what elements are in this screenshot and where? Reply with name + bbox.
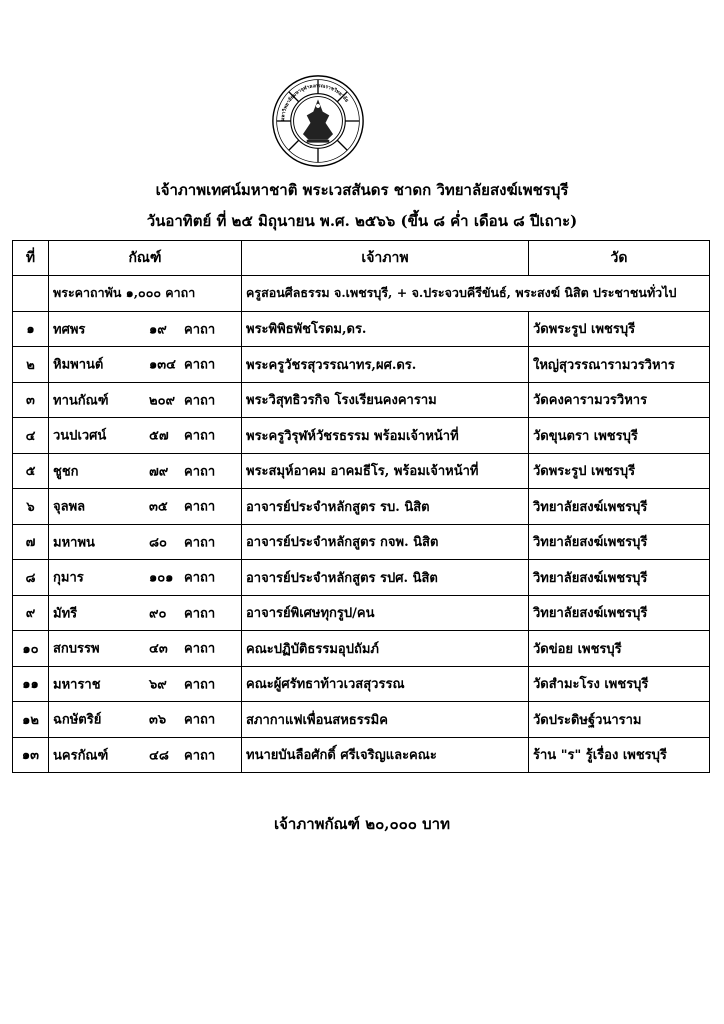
row-kan [49,702,242,738]
row-kan [49,418,242,454]
verse-count: ๔๘ [149,748,169,764]
row-host: พระครูวิรุฬห์วัชรธรรม พร้อมเจ้าหน้าที่ [242,418,529,454]
verse-unit: คาถา [184,428,216,444]
verse-count: ๙๐ [149,606,167,622]
row-number: ๓ [13,382,49,418]
kan-name: ชูชก [53,464,79,480]
row-kan: พระคาถาพัน ๑,๐๐๐ คาถา [49,276,242,312]
row-host: ทนายบันลือศักดิ์ ศรีเจริญและคณะ [242,737,529,773]
row-wat: วัดพระรูป เพชรบุรี [529,311,710,347]
table-row [13,524,710,560]
row-wat: วิทยาลัยสงฆ์เพชรบุรี [529,524,710,560]
verse-unit: คาถา [184,464,216,480]
row-kan [49,631,242,667]
verse-unit: คาถา [184,712,216,728]
row-host: คณะปฏิบัติธรรมอุปถัมภ์ [242,631,529,667]
row-kan [49,560,242,596]
total-donation: เจ้าภาพกัณฑ์ ๒๐,๐๐๐ บาท [274,815,450,833]
table-row [13,418,710,454]
row-number: ๗ [13,524,49,560]
svg-text:มหาวิทยาลัยมหาจุฬาลงกรณราชวิทย: มหาวิทยาลัยมหาจุฬาลงกรณราชวิทยาลัย [280,83,350,122]
row-number: ๕ [13,453,49,489]
row-host: พระวิสุทธิวรกิจ โรงเรียนคงคาราม [242,382,529,418]
header-host: เจ้าภาพ [242,241,529,276]
table-row [13,311,710,347]
row-number: ๔ [13,418,49,454]
row-wat: ใหญ่สุวรรณารามวรวิหาร [529,347,710,383]
table-row [13,453,710,489]
row-host: พระสมุห์อาคม อาคมธีโร, พร้อมเจ้าหน้าที่ [242,453,529,489]
verse-count: ๓๖ [149,712,167,728]
verse-count: ๑๐๑ [149,570,174,586]
row-host: พระครูวัชรสุวรรณาทร,ผศ.ดร. [242,347,529,383]
row-number: ๑๐ [13,631,49,667]
kan-name: วนปเวศน์ [53,428,107,444]
verse-count: ๘๐ [149,535,167,551]
verse-unit: คาถา [184,322,216,338]
header-kan: กัณฑ์ [49,241,242,276]
row-number: ๑๒ [13,702,49,738]
row-wat: ร้าน "ร" รู้เรื่อง เพชรบุรี [529,737,710,773]
row-kan [49,666,242,702]
verse-count: ๒๐๙ [149,393,176,409]
kan-name: นครกัณฑ์ [53,748,109,764]
verse-count: ๑๓๔ [149,357,176,373]
row-kan [49,453,242,489]
kan-name: กุมาร [53,570,84,586]
row-wat: วัดขุนตรา เพชรบุรี [529,418,710,454]
row-kan [49,382,242,418]
kan-name: ฉกษัตริย์ [53,712,102,728]
kan-name: ทานกัณฑ์ [53,393,109,409]
row-wat: วัดคงคารามวรวิหาร [529,382,710,418]
table-row [13,560,710,596]
university-seal-logo [271,74,365,168]
row-host: สภากาแฟเพื่อนสหธรรมิค [242,702,529,738]
row-host: ครูสอนศีลธรรม จ.เพชรบุรี, + จ.ประจวบคีรีขันธ์, พระสงฆ์ นิสิต ประชาชนทั่วไป [242,276,710,312]
row-host: อาจารย์ประจำหลักสูตร รบ. นิสิต [242,489,529,525]
kan-name: มัทรี [53,606,78,622]
table-row [13,631,710,667]
row-number: ๖ [13,489,49,525]
row-wat: วัดข่อย เพชรบุรี [529,631,710,667]
table-header-row [13,241,710,276]
verse-count: ๔๓ [149,641,168,657]
kan-name: ทศพร [53,322,86,338]
row-kan [49,347,242,383]
sermon-host-table [12,240,710,773]
verse-unit: คาถา [184,641,216,657]
kan-name: สกบรรพ [53,641,100,657]
row-number: ๑๑ [13,666,49,702]
verse-unit: คาถา [184,748,216,764]
table-row [13,347,710,383]
row-wat: วัดสำมะโรง เพชรบุรี [529,666,710,702]
kan-name: หิมพานต์ [53,357,104,373]
row-number [13,276,49,312]
verse-count: ๕๗ [149,428,169,444]
header-wat: วัด [529,241,710,276]
row-host: คณะผู้ศรัทธาท้าวเวสสุวรรณ [242,666,529,702]
table-row-intro [13,276,710,312]
row-number: ๙ [13,595,49,631]
verse-count: ๓๕ [149,499,168,515]
kan-name: จุลพล [53,499,86,515]
row-kan [49,489,242,525]
row-wat: วิทยาลัยสงฆ์เพชรบุรี [529,489,710,525]
row-host: อาจารย์พิเศษทุกรูป/คน [242,595,529,631]
kan-name: มหาราช [53,677,101,693]
table-row [13,382,710,418]
row-number: ๒ [13,347,49,383]
verse-count: ๑๙ [149,322,167,338]
verse-unit: คาถา [184,357,216,373]
verse-count: ๖๙ [149,677,167,693]
kan-name: มหาพน [53,535,95,551]
verse-unit: คาถา [184,535,216,551]
verse-count: ๗๙ [149,464,169,480]
row-number: ๑๓ [13,737,49,773]
verse-unit: คาถา [184,677,216,693]
event-date: วันอาทิตย์ ที่ ๒๕ มิถุนายน พ.ศ. ๒๕๖๖ (ขึ้น ๘ ค่ำ เดือน ๘ ปีเถาะ) [146,212,578,230]
table-row [13,737,710,773]
row-kan [49,524,242,560]
verse-unit: คาถา [184,499,216,515]
page-title: เจ้าภาพเทศน์มหาชาติ พระเวสสันดร ชาดก วิทยาลัยสงฆ์เพชรบุรี [155,181,569,199]
row-kan [49,737,242,773]
header-no: ที่ [13,241,49,276]
row-host: อาจารย์ประจำหลักสูตร กจพ. นิสิต [242,524,529,560]
row-wat: วิทยาลัยสงฆ์เพชรบุรี [529,595,710,631]
row-kan [49,311,242,347]
row-wat: วัดประดิษฐ์วนาราม [529,702,710,738]
verse-unit: คาถา [184,606,216,622]
row-host: พระพิพิธพัชโรดม,ดร. [242,311,529,347]
row-wat: วัดพระรูป เพชรบุรี [529,453,710,489]
row-number: ๘ [13,560,49,596]
verse-unit: คาถา [184,393,216,409]
table-row [13,666,710,702]
table-row [13,489,710,525]
row-kan [49,595,242,631]
row-number: ๑ [13,311,49,347]
table-row [13,595,710,631]
table-row [13,702,710,738]
verse-unit: คาถา [184,570,216,586]
row-host: อาจารย์ประจำหลักสูตร รปศ. นิสิต [242,560,529,596]
row-wat: วิทยาลัยสงฆ์เพชรบุรี [529,560,710,596]
